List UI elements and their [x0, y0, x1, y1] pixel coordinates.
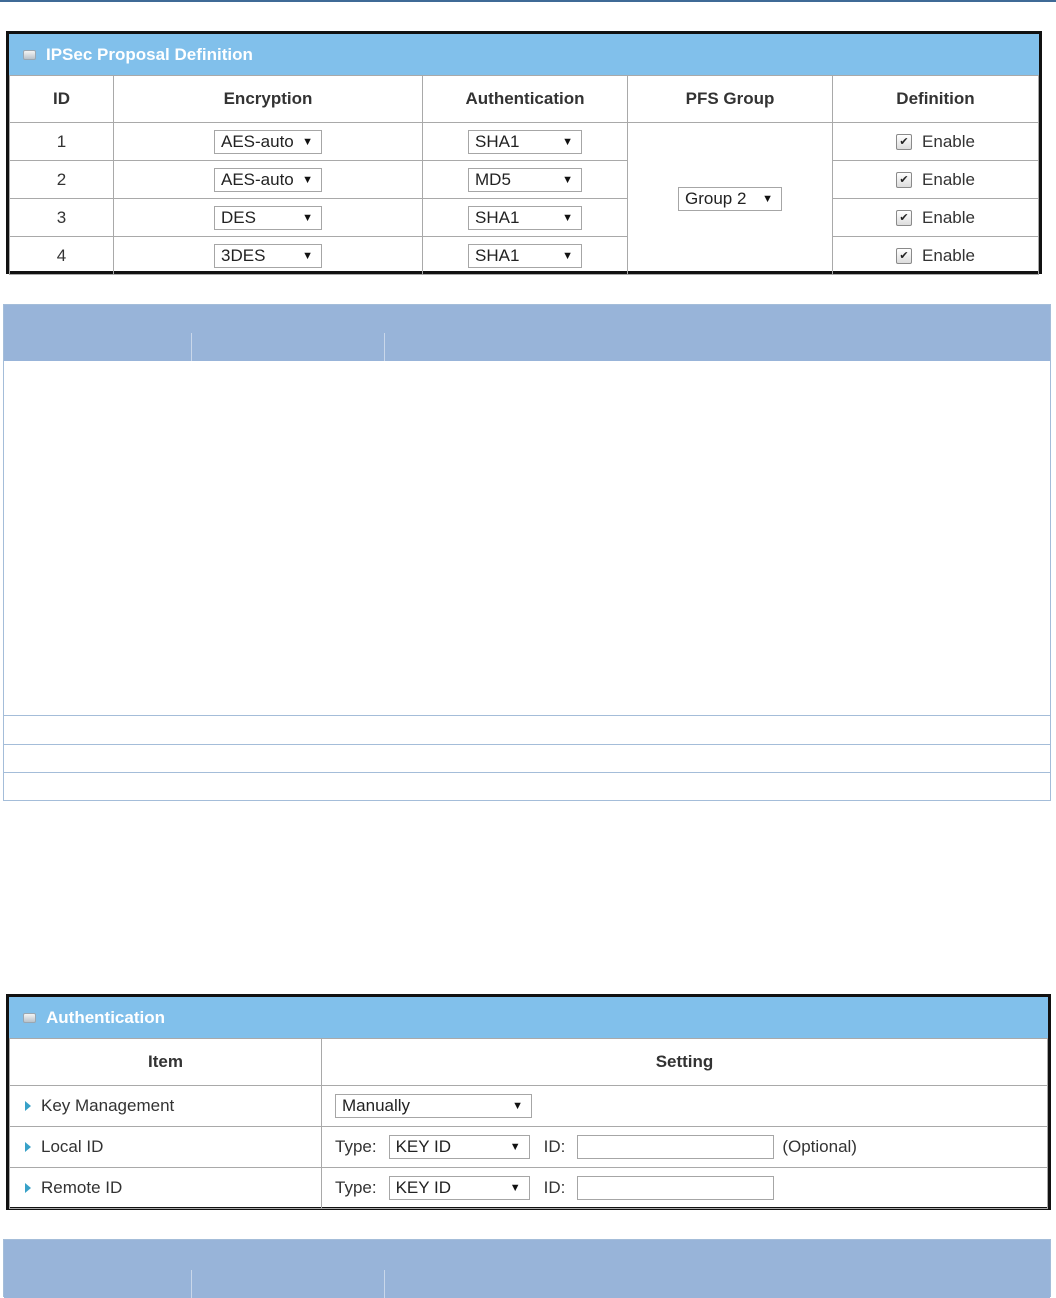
local-id-type-select[interactable] — [389, 1135, 530, 1159]
panel-title: Authentication — [46, 1007, 165, 1027]
row-divider — [4, 744, 1050, 745]
enable-checkbox[interactable]: ✔ — [896, 172, 912, 188]
local-id-label: Local ID — [41, 1137, 104, 1156]
dropdown-arrow-icon: ▼ — [302, 173, 313, 186]
enable-checkbox[interactable]: ✔ — [896, 248, 912, 264]
authentication-header-row — [10, 1039, 1048, 1086]
ipsec-proposal-title-bar — [9, 34, 1039, 75]
dropdown-arrow-icon: ▼ — [302, 249, 313, 262]
row-id: 2 — [10, 161, 114, 199]
authentication-panel — [6, 994, 1051, 1210]
setting-cell — [322, 1127, 1048, 1168]
dropdown-arrow-icon: ▼ — [509, 1181, 521, 1194]
dropdown-arrow-icon: ▼ — [562, 173, 573, 186]
remote-id-type-value: KEY ID — [395, 1177, 452, 1197]
column-header-item: Item — [10, 1039, 322, 1086]
key-management-row — [10, 1086, 1048, 1127]
type-label: Type: — [335, 1177, 377, 1197]
authentication-select[interactable] — [468, 244, 582, 268]
key-management-value: Manually — [342, 1096, 411, 1115]
authentication-title-bar — [9, 997, 1048, 1038]
authentication-cell — [423, 123, 628, 161]
enable-label: Enable — [922, 245, 975, 265]
column-header-encryption: Encryption — [114, 76, 423, 123]
row-divider — [4, 715, 1050, 716]
optional-note: (Optional) — [782, 1136, 857, 1156]
authentication-select[interactable] — [468, 130, 582, 154]
authentication-value: MD5 — [475, 169, 511, 189]
dropdown-arrow-icon: ▼ — [302, 211, 313, 224]
caret-right-icon — [25, 1101, 31, 1111]
local-id-type-value: KEY ID — [395, 1136, 452, 1156]
encryption-value: AES-auto — [221, 169, 294, 189]
encryption-cell — [114, 123, 423, 161]
description-table-header — [4, 305, 1050, 361]
pfs-group-cell — [628, 123, 833, 275]
panel-title: IPSec Proposal Definition — [46, 44, 253, 64]
item-cell — [10, 1127, 322, 1168]
dropdown-arrow-icon: ▼ — [509, 1140, 521, 1153]
local-id-input[interactable] — [577, 1135, 774, 1159]
column-header-id: ID — [10, 76, 114, 123]
encryption-select[interactable] — [214, 244, 322, 268]
authentication-value: SHA1 — [475, 245, 520, 265]
proposal-table — [9, 75, 1039, 275]
column-header-setting: Setting — [322, 1039, 1048, 1086]
enable-label: Enable — [922, 131, 975, 151]
item-cell — [10, 1086, 322, 1127]
remote-id-type-select[interactable] — [389, 1176, 530, 1200]
remote-id-input[interactable] — [577, 1176, 774, 1200]
proposal-row — [10, 237, 1039, 275]
definition-cell — [833, 161, 1039, 199]
item-cell — [10, 1168, 322, 1209]
encryption-cell — [114, 199, 423, 237]
encryption-value: DES — [221, 207, 256, 227]
encryption-select[interactable] — [214, 168, 322, 192]
encryption-cell — [114, 237, 423, 275]
proposal-header-row — [10, 76, 1039, 123]
definition-cell — [833, 123, 1039, 161]
dropdown-arrow-icon: ▼ — [562, 249, 573, 262]
row-id: 4 — [10, 237, 114, 275]
column-header-definition: Definition — [833, 76, 1039, 123]
definition-cell — [833, 237, 1039, 275]
enable-label: Enable — [922, 207, 975, 227]
remote-id-label: Remote ID — [41, 1178, 123, 1197]
dropdown-arrow-icon: ▼ — [512, 1100, 523, 1112]
remote-id-row — [10, 1168, 1048, 1209]
row-divider — [4, 772, 1050, 773]
proposal-row — [10, 123, 1039, 161]
type-label: Type: — [335, 1136, 377, 1156]
proposal-row — [10, 161, 1039, 199]
authentication-cell — [423, 199, 628, 237]
authentication-cell — [423, 161, 628, 199]
authentication-value: SHA1 — [475, 207, 520, 227]
pfs-group-value: Group 2 — [685, 188, 747, 208]
panel-bullet-icon — [23, 1013, 36, 1023]
column-header-pfs-group: PFS Group — [628, 76, 833, 123]
panel-bullet-icon — [23, 50, 36, 60]
column-divider — [384, 333, 385, 361]
local-id-row — [10, 1127, 1048, 1168]
key-management-label: Key Management — [41, 1096, 175, 1115]
row-id: 1 — [10, 123, 114, 161]
column-divider — [191, 333, 192, 361]
setting-cell — [322, 1086, 1048, 1127]
authentication-value: SHA1 — [475, 131, 520, 151]
key-management-select[interactable] — [335, 1094, 532, 1118]
enable-checkbox[interactable]: ✔ — [896, 134, 912, 150]
column-header-authentication: Authentication — [423, 76, 628, 123]
description-table-2 — [3, 1239, 1051, 1297]
caret-right-icon — [25, 1142, 31, 1152]
encryption-select[interactable] — [214, 130, 322, 154]
caret-right-icon — [25, 1183, 31, 1193]
column-divider — [384, 1270, 385, 1298]
enable-checkbox[interactable]: ✔ — [896, 210, 912, 226]
enable-label: Enable — [922, 169, 975, 189]
authentication-cell — [423, 237, 628, 275]
encryption-value: 3DES — [221, 245, 266, 265]
id-label: ID: — [543, 1136, 566, 1156]
id-label: ID: — [543, 1177, 566, 1197]
row-id: 3 — [10, 199, 114, 237]
encryption-value: AES-auto — [221, 131, 294, 151]
dropdown-arrow-icon: ▼ — [302, 135, 313, 148]
proposal-row — [10, 199, 1039, 237]
top-divider — [0, 0, 1056, 2]
dropdown-arrow-icon: ▼ — [562, 211, 573, 224]
pfs-group-select[interactable] — [678, 187, 782, 211]
setting-cell — [322, 1168, 1048, 1209]
encryption-cell — [114, 161, 423, 199]
authentication-table — [9, 1038, 1048, 1209]
column-divider — [191, 1270, 192, 1298]
authentication-select[interactable] — [468, 206, 582, 230]
dropdown-arrow-icon: ▼ — [762, 192, 773, 205]
ipsec-proposal-panel — [6, 31, 1042, 274]
encryption-select[interactable] — [214, 206, 322, 230]
definition-cell — [833, 199, 1039, 237]
description-table — [3, 304, 1051, 801]
authentication-select[interactable] — [468, 168, 582, 192]
description-table-2-header — [4, 1240, 1050, 1298]
dropdown-arrow-icon: ▼ — [562, 135, 573, 148]
